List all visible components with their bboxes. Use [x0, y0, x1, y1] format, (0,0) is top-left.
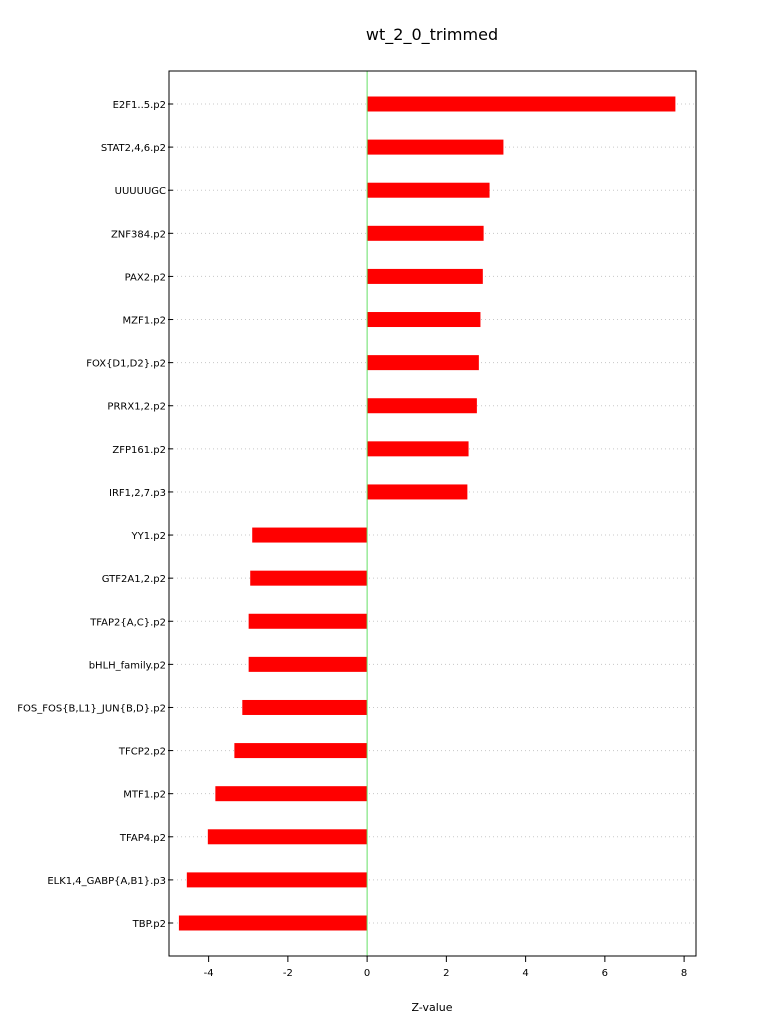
- category-label: YY1.p2: [131, 531, 166, 543]
- category-label: ZNF384.p2: [110, 229, 166, 241]
- bar: [367, 484, 467, 499]
- bar: [367, 441, 468, 456]
- category-label: STAT2,4,6.p2: [100, 143, 166, 155]
- category-label: bHLH_family.p2: [88, 660, 166, 672]
- category-label: FOX{D1,D2}.p2: [86, 358, 166, 370]
- category-label: TBP.p2: [132, 919, 166, 930]
- category-label: GTF2A1,2.p2: [101, 574, 166, 586]
- bar: [367, 269, 483, 284]
- bar: [367, 97, 675, 112]
- category-label: ZFP161.p2: [112, 444, 166, 456]
- bar: [367, 226, 483, 241]
- category-label: IRF1,2,7.p3: [109, 487, 166, 499]
- category-label: MTF1.p2: [123, 789, 166, 801]
- category-label: TFAP4.p2: [119, 832, 166, 844]
- x-tick-label: -4: [203, 968, 214, 979]
- bar: [367, 140, 503, 155]
- category-label: TFAP2{A,C}.p2: [90, 617, 166, 629]
- bar: [367, 183, 489, 198]
- plot-frame: [169, 71, 696, 956]
- bar: [367, 398, 477, 413]
- category-label: FOS_FOS{B,L1}_JUN{B,D}.p2: [17, 703, 166, 715]
- category-label: E2F1..5.p2: [112, 100, 166, 111]
- bar: [179, 916, 367, 931]
- bar: [249, 614, 367, 629]
- category-label: ELK1,4_GABP{A,B1}.p3: [47, 875, 166, 887]
- x-tick-label: 4: [522, 968, 529, 979]
- category-label: TFCP2.p2: [118, 746, 166, 758]
- x-axis: [204, 956, 688, 979]
- category-labels: [17, 100, 173, 930]
- bar: [367, 312, 480, 327]
- bar: [208, 829, 367, 844]
- bar: [250, 571, 367, 586]
- category-label: PAX2.p2: [124, 272, 166, 284]
- category-label: PRRX1,2.p2: [107, 401, 166, 413]
- category-label: UUUUUGC: [114, 186, 166, 198]
- x-tick-label: 8: [680, 968, 688, 979]
- chart-title: wt_2_0_trimmed: [365, 25, 499, 44]
- x-tick-label: 2: [443, 968, 450, 979]
- bars: [179, 97, 675, 931]
- bar: [252, 528, 367, 543]
- x-axis-label: Z-value: [411, 1001, 453, 1014]
- x-tick-label: 6: [601, 968, 609, 979]
- bar: [234, 743, 367, 758]
- bar: [215, 786, 367, 801]
- bar: [367, 355, 479, 370]
- bar: [187, 872, 367, 887]
- category-label: MZF1.p2: [122, 315, 166, 327]
- x-tick-label: 0: [363, 968, 371, 979]
- bar: [242, 700, 367, 715]
- bar: [249, 657, 367, 672]
- x-tick-label: -2: [282, 968, 293, 979]
